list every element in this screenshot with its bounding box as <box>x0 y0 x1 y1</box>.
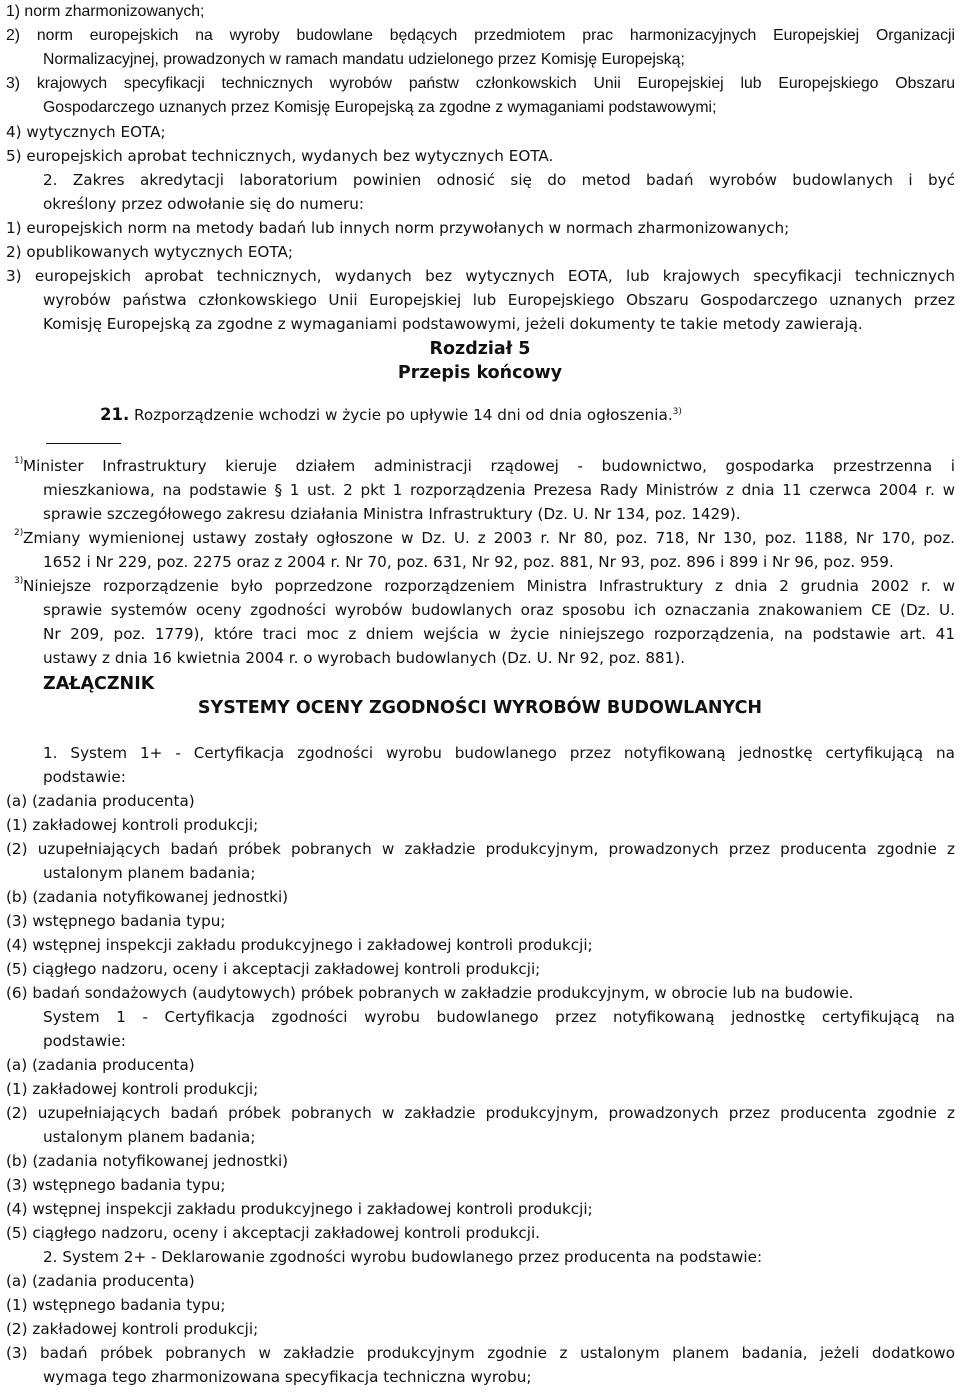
footnote-line: ustawy z dnia 16 kwietnia 2004 r. o wyrobach budowlanych (Dz. U. Nr 92, poz. 881). <box>43 649 686 667</box>
list-item-continuation: wyrobów państwa członkowskiego Unii Europejskiej lub Europejskiego Obszaru Gospodarczego uznanych przez <box>43 291 955 309</box>
list-item: (a) (zadania producenta) <box>6 1272 195 1290</box>
annex-label: ZAŁĄCZNIK <box>43 674 155 694</box>
list-item-continuation: Komisję Europejską za zgodne z wymaganiami podstawowymi, jeżeli dokumenty te takie metody zawierają. <box>43 315 863 333</box>
footnote-separator <box>46 443 121 444</box>
footnote-ref: 3) <box>672 406 682 417</box>
section-text: Rozporządzenie wchodzi w życie po upływie 14 dni od dnia ogłoszenia. <box>129 406 673 424</box>
list-item-continuation: Normalizacyjnej, prowadzonych w ramach mandatu udzielonego przez Komisję Europejską; <box>43 51 685 68</box>
footnote-line: Minister Infrastruktury kieruje działem administracji rządowej - budownictwo, gospodarka przestrzenna i <box>23 457 955 475</box>
list-item: (1) zakładowej kontroli produkcji; <box>6 816 259 834</box>
list-item: 2) opublikowanych wytycznych EOTA; <box>6 243 293 261</box>
list-item: (2) zakładowej kontroli produkcji; <box>6 1320 259 1338</box>
list-item: (2) uzupełniających badań próbek pobranych w zakładzie produkcyjnym, prowadzonych przez producenta zgodnie z <box>6 840 955 858</box>
list-item: (3) wstępnego badania typu; <box>6 1176 226 1194</box>
footnote-marker: 3) <box>14 576 24 586</box>
footnote-line: sprawie szczegółowego zakresu działania Ministra Infrastruktury (Dz. U. Nr 134, poz. 1429). <box>43 505 741 523</box>
footnote-line: Zmiany wymienionej ustawy zostały ogłoszone w Dz. U. z 2003 r. Nr 80, poz. 718, Nr 130, poz. 1188, Nr 170, poz. <box>23 529 955 547</box>
annex-title: SYSTEMY OCENY ZGODNOŚCI WYROBÓW BUDOWLANYCH <box>197 698 763 718</box>
system-heading: System 1 - Certyfikacja zgodności wyrobu budowlanego przez notyfikowaną jednostkę certyfikującą na <box>43 1008 955 1026</box>
list-item: 5) europejskich aprobat technicznych, wydanych bez wytycznych EOTA. <box>6 147 554 165</box>
paragraph-line: 2. Zakres akredytacji laboratorium powinien odnosić się do metod badań wyrobów budowlanych i być <box>43 171 955 189</box>
system-heading-continuation: podstawie: <box>43 768 126 786</box>
list-item: (b) (zadania notyfikowanej jednostki) <box>6 1152 289 1170</box>
list-item: (1) zakładowej kontroli produkcji; <box>6 1080 259 1098</box>
section-21 <box>100 403 955 427</box>
list-item: (3) badań próbek pobranych w zakładzie produkcyjnym zgodnie z ustalonym planem badania, jeżeli dodatkowo <box>6 1344 955 1362</box>
system-heading: 1. System 1+ - Certyfikacja zgodności wyrobu budowlanego przez notyfikowaną jednostkę certyfikującą na <box>43 744 955 762</box>
list-item-continuation: ustalonym planem badania; <box>43 864 256 882</box>
footnote-marker: 1) <box>14 456 24 466</box>
list-item: 3) europejskich aprobat technicznych, wydanych bez wytycznych EOTA, lub krajowych specyfikacji technicznych <box>6 267 955 285</box>
list-item: 2) norm europejskich na wyroby budowlane będących przedmiotem prac harmonizacyjnych Europejskiej Organizacji <box>6 27 955 44</box>
list-item-continuation: ustalonym planem badania; <box>43 1128 256 1146</box>
list-item: (5) ciągłego nadzoru, oceny i akceptacji zakładowej kontroli produkcji; <box>6 960 541 978</box>
list-item: (4) wstępnej inspekcji zakładu produkcyjnego i zakładowej kontroli produkcji; <box>6 1200 593 1218</box>
footnote-line: Nr 209, poz. 1779), które traci moc z dniem wejścia w życie niniejszego rozporządzenia, na podstawie art. 41 <box>43 625 955 643</box>
footnote-line: mieszkaniowa, na podstawie § 1 ust. 2 pkt 1 rozporządzenia Prezesa Rady Ministrów z dnia 11 czerwca 2004 r. w <box>43 481 955 499</box>
chapter-title: Przepis końcowy <box>397 363 563 383</box>
system-heading: 2. System 2+ - Deklarowanie zgodności wyrobu budowlanego przez producenta na podstawie: <box>43 1248 763 1266</box>
list-item: (1) wstępnego badania typu; <box>6 1296 226 1314</box>
footnote-marker: 2) <box>14 528 24 538</box>
footnote-line: sprawie systemów oceny zgodności wyrobów budowlanych oraz sposobu ich oznaczania znakowaniem CE (Dz. U. <box>43 601 955 619</box>
list-item: (a) (zadania producenta) <box>6 1056 195 1074</box>
list-item: 3) krajowych specyfikacji technicznych wyrobów państw członkowskich Unii Europejskiej lub Europejskiego Obszaru <box>6 75 955 92</box>
list-item: 1) norm zharmonizowanych; <box>6 3 205 20</box>
paragraph-line: określony przez odwołanie się do numeru: <box>43 195 364 213</box>
section-number: 21. <box>100 405 130 424</box>
list-item: (5) ciągłego nadzoru, oceny i akceptacji zakładowej kontroli produkcji. <box>6 1224 540 1242</box>
list-item-continuation: wymaga tego zharmonizowana specyfikacja techniczna wyrobu; <box>43 1368 532 1386</box>
list-item: (3) wstępnego badania typu; <box>6 912 226 930</box>
list-item-continuation: Gospodarczego uznanych przez Komisję Europejską za zgodne z wymaganiami podstawowymi; <box>43 99 717 116</box>
list-item: (4) wstępnej inspekcji zakładu produkcyjnego i zakładowej kontroli produkcji; <box>6 936 593 954</box>
list-item: (a) (zadania producenta) <box>6 792 195 810</box>
chapter-number: Rozdział 5 <box>429 339 531 359</box>
list-item: (2) uzupełniających badań próbek pobranych w zakładzie produkcyjnym, prowadzonych przez producenta zgodnie z <box>6 1104 955 1122</box>
list-item: (b) (zadania notyfikowanej jednostki) <box>6 888 289 906</box>
list-item: (6) badań sondażowych (audytowych) próbek pobranych w zakładzie produkcyjnym, w obrocie lub na budowie. <box>6 984 854 1002</box>
list-item: 4) wytycznych EOTA; <box>6 123 166 141</box>
system-heading-continuation: podstawie: <box>43 1032 126 1050</box>
list-item: 1) europejskich norm na metody badań lub innych norm przywołanych w normach zharmonizowanych; <box>6 219 790 237</box>
footnote-line: Niniejsze rozporządzenie było poprzedzone rozporządzeniem Ministra Infrastruktury z dnia 2 grudnia 2002 r. w <box>23 577 955 595</box>
footnote-line: 1652 i Nr 229, poz. 2275 oraz z 2004 r. Nr 70, poz. 631, Nr 92, poz. 881, Nr 93, poz. 896 i 899 i Nr 96, poz. 959. <box>43 553 894 571</box>
